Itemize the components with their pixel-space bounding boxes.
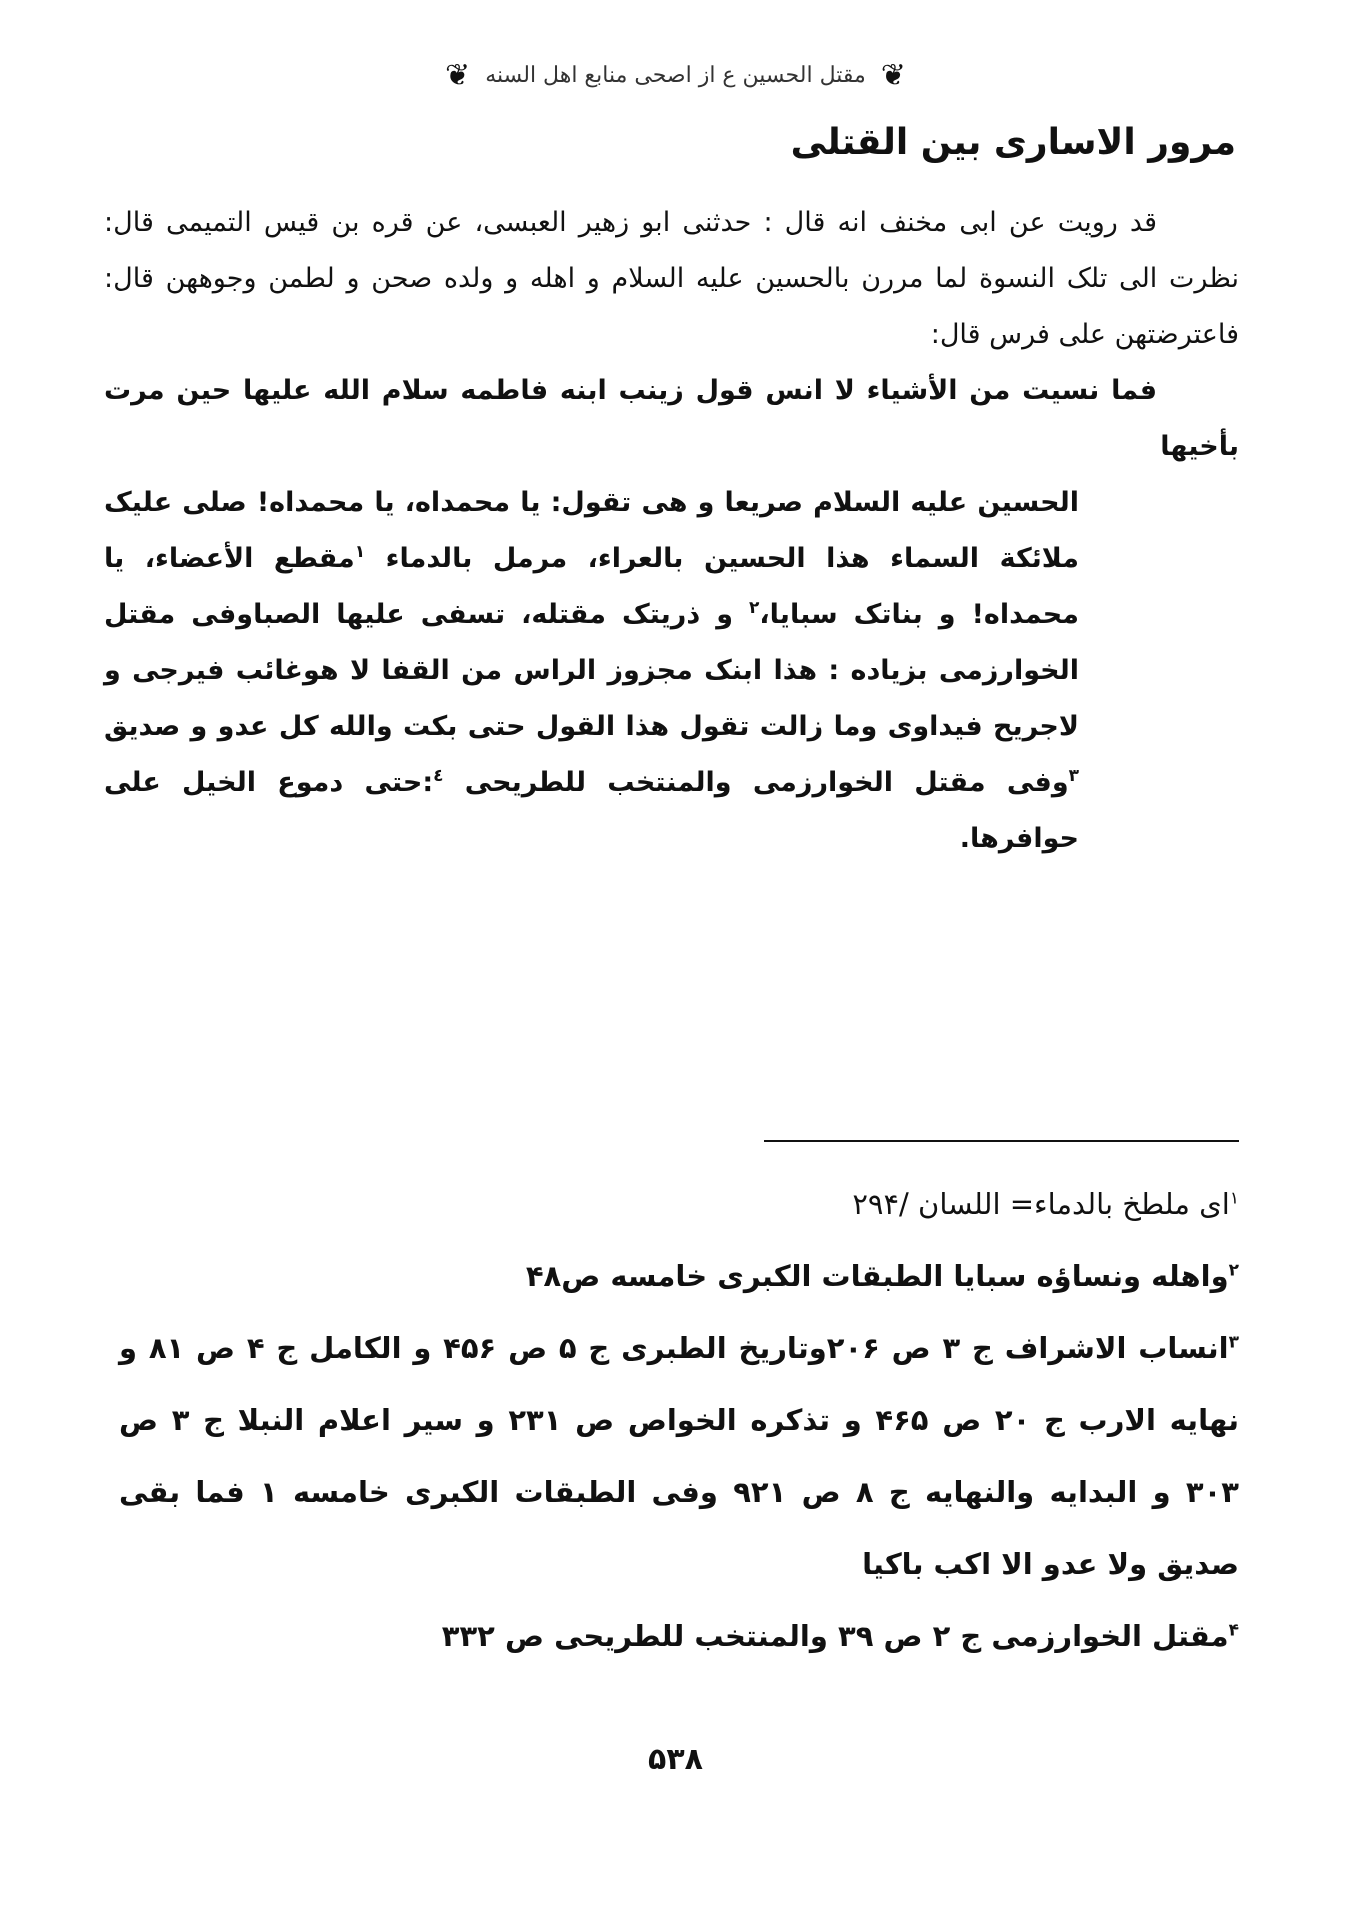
footnote-text: ای ملطخ بالدماء= اللسان /٢٩۴ <box>852 1187 1230 1221</box>
footnote-text: مقتل الخوارزمی ج ٢ ص ٣٩ والمنتخب للطریحی ص ٣٣٢ <box>441 1619 1229 1653</box>
page-number: ۵٣٨ <box>648 1742 703 1777</box>
footnote-3 <box>119 1312 1239 1600</box>
quote-segment-2-after: و ذریتک مقتله، تسفی علیها الصباوفی مقتل الخوارزمی بزیاده : هذا ابنک مجزوز الراس من القفا لا هوغائب فیرجی و لاجریح فیداوی وما زالت تقول هذا القول حتی بکت والله کل عدو و صدیق <box>104 599 1079 742</box>
quote-segment-3-after: :حتی دموع الخیل علی حوافرها. <box>104 767 1079 854</box>
running-header <box>0 58 1351 93</box>
footnote-number: ٣ <box>1228 1332 1239 1353</box>
section-title: مرور الاساری بین القتلی <box>790 122 1236 163</box>
footnote-text: واهله ونساؤه سبایا الطبقات الکبری خامسه ص۴٨ <box>525 1259 1229 1293</box>
footnote-divider <box>764 1140 1239 1142</box>
footnote-1 <box>119 1168 1239 1240</box>
running-header-title: مقتل الحسين ع از اصحی منابع اهل السنه <box>485 63 866 88</box>
intro-paragraph: قد رویت عن ابی مخنف انه قال : حدثنی ابو زهیر العبسی، عن قره بن قیس التمیمی قال: نظرت الی تلک النسوة لما مررن بالحسین علیه السلام و اهله و ولده صحن و لطمن وجوههن قال: فاعترضتهن علی فرس قال: <box>104 207 1239 350</box>
footnote-4 <box>119 1600 1239 1672</box>
footnote-ref-4[interactable]: ٤ <box>433 766 444 786</box>
footnote-text: انساب الاشراف ج ٣ ص ٢٠۶وتاریخ الطبری ج ۵ ص ۴۵۶ و الکامل ج ۴ ص ٨١ و نهایه الارب ج ٢٠ ص ۴۶۵ و تذکره الخواص ص ٢٣١ و سیر اعلام النبلا ج ٣ ص ٣٠٣ و البدایه والنهایه ج ٨ ص ٩٢١ وفی الطبقات الکبری خامسه ١ فما بقی صدیق ولا عدو الا اکب باکیا <box>119 1331 1239 1581</box>
footnote-number: ١ <box>1229 1188 1239 1209</box>
ornament-right-icon: ❦ <box>880 58 906 93</box>
ornament-left-icon: ❦ <box>445 58 471 93</box>
footnote-ref-2[interactable]: ٢ <box>749 598 760 618</box>
footnote-2 <box>119 1240 1239 1312</box>
quote-segment-1: الحسین علیه السلام صریعا و هی تقول: یا محمداه، یا محمداه! صلی علیک ملائکة السماء هذا الحسین بالعراء، مرمل بالدماء <box>104 487 1079 574</box>
footnote-ref-3[interactable]: ٣ <box>1068 766 1080 786</box>
quote-segment-3: وفی مقتل الخوارزمی والمنتخب للطریحی <box>443 767 1069 798</box>
quote-body <box>104 475 1079 867</box>
body-text <box>104 195 1239 867</box>
footnote-ref-1[interactable]: ١ <box>354 542 366 562</box>
quote-segment-2: مقطع الأعضاء، یا محمداه! و بناتک سبایا، <box>104 543 1079 630</box>
quote-first-line: فما نسیت من الأشیاء لا انس قول زینب ابنه فاطمه سلام الله علیها حین مرت بأخیها <box>104 375 1239 462</box>
footnotes <box>119 1168 1239 1672</box>
footnote-number: ۴ <box>1228 1620 1239 1641</box>
footnote-number: ٢ <box>1228 1260 1239 1281</box>
